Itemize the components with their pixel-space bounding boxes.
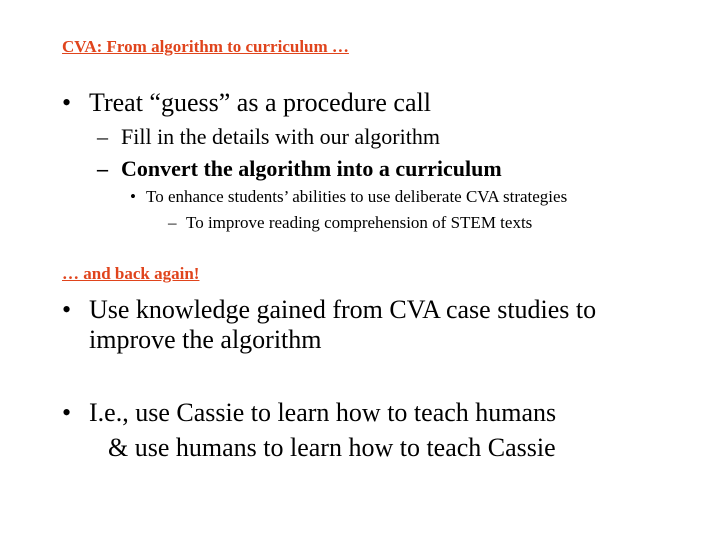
- bullet-treat-guess: [62, 88, 431, 118]
- section-heading-back-again: … and back again!: [62, 264, 200, 283]
- bullet-icon: •: [130, 187, 136, 206]
- dash-icon: –: [97, 124, 108, 149]
- bullet-use-knowledge-continued: improve the algorithm: [89, 325, 322, 354]
- bullet-text: I.e., use Cassie to learn how to teach humans: [89, 398, 557, 427]
- sub-item-fill-details: [97, 124, 440, 150]
- bullet-icon: •: [62, 88, 72, 117]
- bullet-icon: •: [62, 295, 72, 324]
- bullet-text: Use knowledge gained from CVA case studies to: [89, 295, 597, 324]
- bullet-use-knowledge: [62, 295, 596, 325]
- sub-sub-sub-item-text: To improve reading comprehension of STEM texts: [186, 213, 533, 232]
- dash-icon: –: [168, 213, 177, 232]
- section-heading-curriculum: CVA: From algorithm to curriculum …: [62, 37, 349, 56]
- sub-item-convert-algorithm: [97, 156, 502, 182]
- dash-icon: –: [97, 156, 108, 181]
- bullet-use-cassie-continued: & use humans to learn how to teach Cassie: [108, 433, 556, 462]
- sub-item-text: Fill in the details with our algorithm: [121, 124, 440, 149]
- sub-sub-item-text: To enhance students’ abilities to use deliberate CVA strategies: [146, 187, 568, 206]
- bullet-use-cassie: [62, 398, 556, 428]
- sub-sub-item-enhance-abilities: [130, 187, 567, 207]
- bullet-icon: •: [62, 398, 72, 427]
- sub-item-text: Convert the algorithm into a curriculum: [121, 156, 502, 181]
- sub-sub-sub-item-improve-reading: [168, 213, 532, 233]
- bullet-text: Treat “guess” as a procedure call: [89, 88, 431, 117]
